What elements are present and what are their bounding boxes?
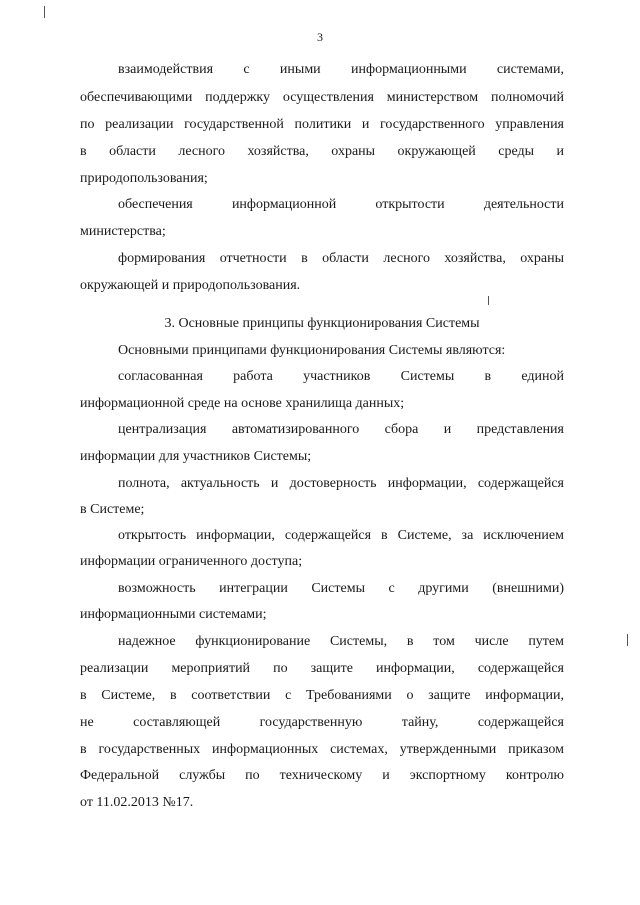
text-line: согласованная работа участников Системы в единой [118, 369, 564, 384]
page-number: 3 [317, 30, 323, 44]
text-line: информационной среде на основе хранилища данных; [80, 396, 405, 411]
text-line: от 11.02.2013 №17. [80, 795, 194, 810]
text-line: централизация автоматизированного сбора и представления [118, 422, 564, 437]
scan-mark [44, 6, 45, 18]
section-heading: 3. Основные принципы функционирования Системы [164, 316, 480, 331]
text-line: полнота, актуальность и достоверность информации, содержащейся [118, 476, 564, 491]
text-line: в государственных информационных системах, утвержденными приказом [80, 742, 564, 757]
text-line: информации ограниченного доступа; [80, 554, 303, 569]
text-line: окружающей и природопользования. [80, 278, 301, 293]
text-line: взаимодействия с иными информационными системами, [118, 62, 564, 77]
text-line: природопользования; [80, 171, 208, 186]
text-line: возможность интеграции Системы с другими (внешними) [118, 581, 564, 596]
text-line: открытость информации, содержащейся в Системе, за исключением [118, 528, 564, 543]
text-line: надежное функционирование Системы, в том числе путем [118, 634, 564, 649]
text-line: не составляющей государственную тайну, содержащейся [80, 715, 564, 730]
scan-mark [488, 296, 489, 305]
text-line: информационными системами; [80, 607, 267, 622]
text-line: министерства; [80, 224, 166, 239]
text-line: реализации мероприятий по защите информации, содержащейся [80, 661, 564, 676]
text-line: обеспечения информационной открытости деятельности [118, 197, 564, 212]
text-line: формирования отчетности в области лесного хозяйства, охраны [118, 251, 564, 266]
text-line: Федеральной службы по техническому и экспортному контролю [80, 768, 564, 783]
text-line: информации для участников Системы; [80, 449, 312, 464]
text-line: Основными принципами функционирования Системы являются: [118, 343, 506, 358]
text-line: в области лесного хозяйства, охраны окружающей среды и [80, 144, 564, 159]
text-line: по реализации государственной политики и государственного управления [80, 117, 564, 132]
text-line: в Системе, в соответствии с Требованиями о защите информации, [80, 688, 564, 703]
text-line: обеспечивающими поддержку осуществления министерством полномочий [80, 90, 564, 105]
scan-mark [627, 634, 628, 646]
text-line: в Системе; [80, 502, 145, 517]
